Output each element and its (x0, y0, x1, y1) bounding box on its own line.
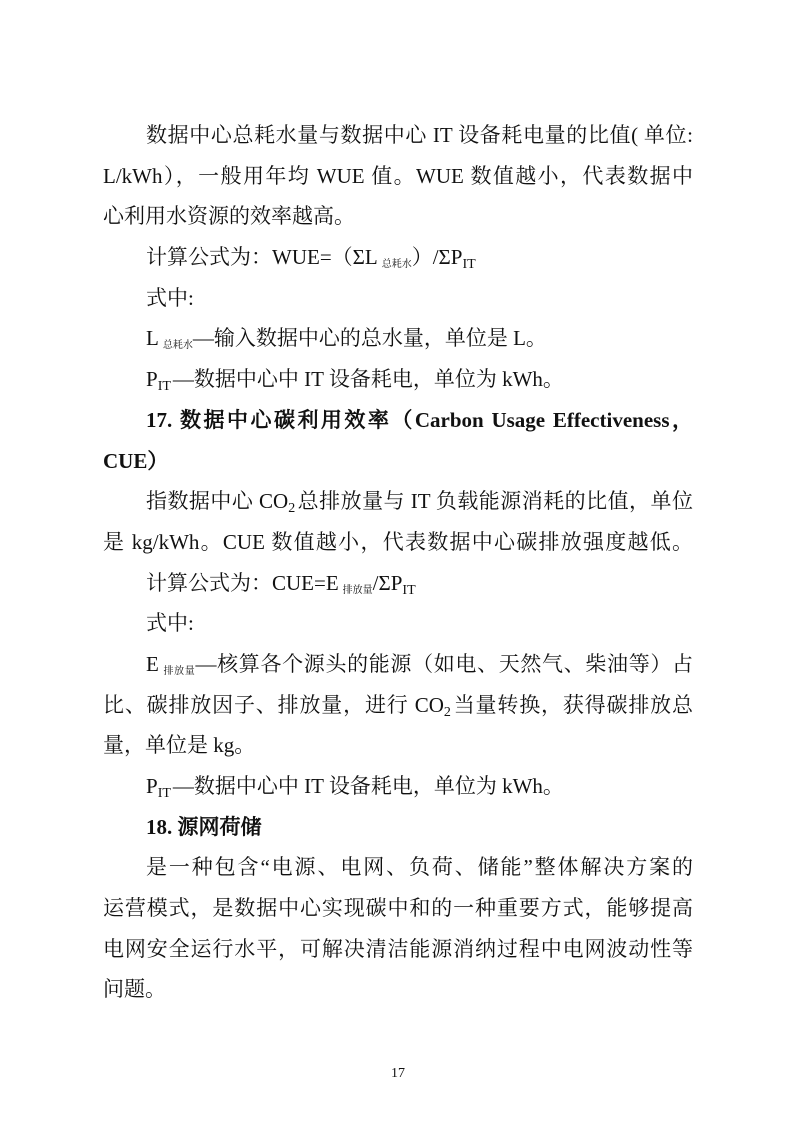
paragraph-line: 心利用水资源的效率越高。 (103, 204, 355, 229)
term-definition-line: 量，单位是 kg。 (103, 733, 256, 758)
formula-text: /ΣP (372, 570, 403, 595)
paragraph-line: 电网安全运行水平，可解决清洁能源消纳过程中电网波动性等 (103, 936, 693, 961)
subscript: 2 (443, 704, 451, 720)
subscript: IT (402, 582, 416, 598)
where-label: 式中: (146, 611, 194, 636)
term-text: —数据中心中 IT 设备耗电，单位为 kWh。 (172, 774, 564, 798)
paragraph-line: 问题。 (103, 977, 166, 1002)
section-heading: CUE） (103, 448, 169, 473)
term-symbol: P (146, 774, 158, 798)
where-label: 式中: (146, 285, 194, 310)
subscript: 排放量 (162, 665, 196, 677)
term-text: 当量转换，获得碳排放总 (452, 692, 693, 717)
term-definition-line (103, 685, 693, 726)
formula-line (103, 237, 693, 278)
term-text: —核算各个源头的能源（如电、天然气、柴油等）占 (195, 651, 693, 676)
subscript: 2 (288, 501, 296, 517)
subscript: IT (157, 786, 171, 801)
term-text: —输入数据中心的总水量，单位是 L。 (192, 326, 547, 351)
term-text: —数据中心中 IT 设备耗电，单位为 kWh。 (172, 367, 564, 392)
section-heading: 18. 源网荷储 (146, 814, 262, 839)
term-symbol: L (146, 326, 159, 351)
subscript: IT (157, 379, 171, 395)
subscript: 总耗水 (381, 259, 412, 271)
formula-line (103, 563, 693, 604)
term-text: 比、碳排放因子、排放量，进行 CO (103, 692, 444, 717)
paragraph-line: 数据中心总耗水量与数据中心 IT 设备耗电量的比值( 单位: (146, 123, 693, 147)
formula-text: ）/ΣP (411, 245, 463, 270)
page-number: 17 (391, 1066, 405, 1081)
term-definition-line (103, 318, 693, 359)
term-definition-line (103, 766, 693, 807)
paragraph-line: 是 kg/kWh。CUE 数值越小，代表数据中心碳排放强度越低。 (103, 529, 693, 554)
paragraph-line: 是一种包含“电源、电网、负荷、储能”整体解决方案的 (146, 855, 693, 880)
term-definition-line (103, 644, 693, 685)
subscript: IT (462, 257, 476, 273)
formula-text: 计算公式为：CUE=E (146, 570, 339, 595)
subscript: 排放量 (342, 584, 373, 596)
term-symbol: P (146, 367, 158, 392)
paragraph-text: 指数据中心 CO (146, 489, 289, 514)
subscript: 总耗水 (162, 340, 193, 352)
section-heading: 17. 数据中心碳利用效率（Carbon Usage Effectiveness， (146, 407, 693, 432)
paragraph-line: 运营模式，是数据中心实现碳中和的一种重要方式，能够提高 (103, 896, 693, 921)
paragraph-text: 总排放量与 IT 负载能源消耗的比值，单位 (297, 489, 693, 514)
term-symbol: E (146, 651, 159, 676)
paragraph-line (103, 481, 693, 522)
page-body (103, 115, 693, 1010)
formula-text: 计算公式为：WUE=（ΣL (146, 245, 378, 270)
paragraph-line: L/kWh），一般用年均 WUE 值。WUE 数值越小，代表数据中 (103, 163, 693, 188)
term-definition-line (103, 359, 693, 400)
